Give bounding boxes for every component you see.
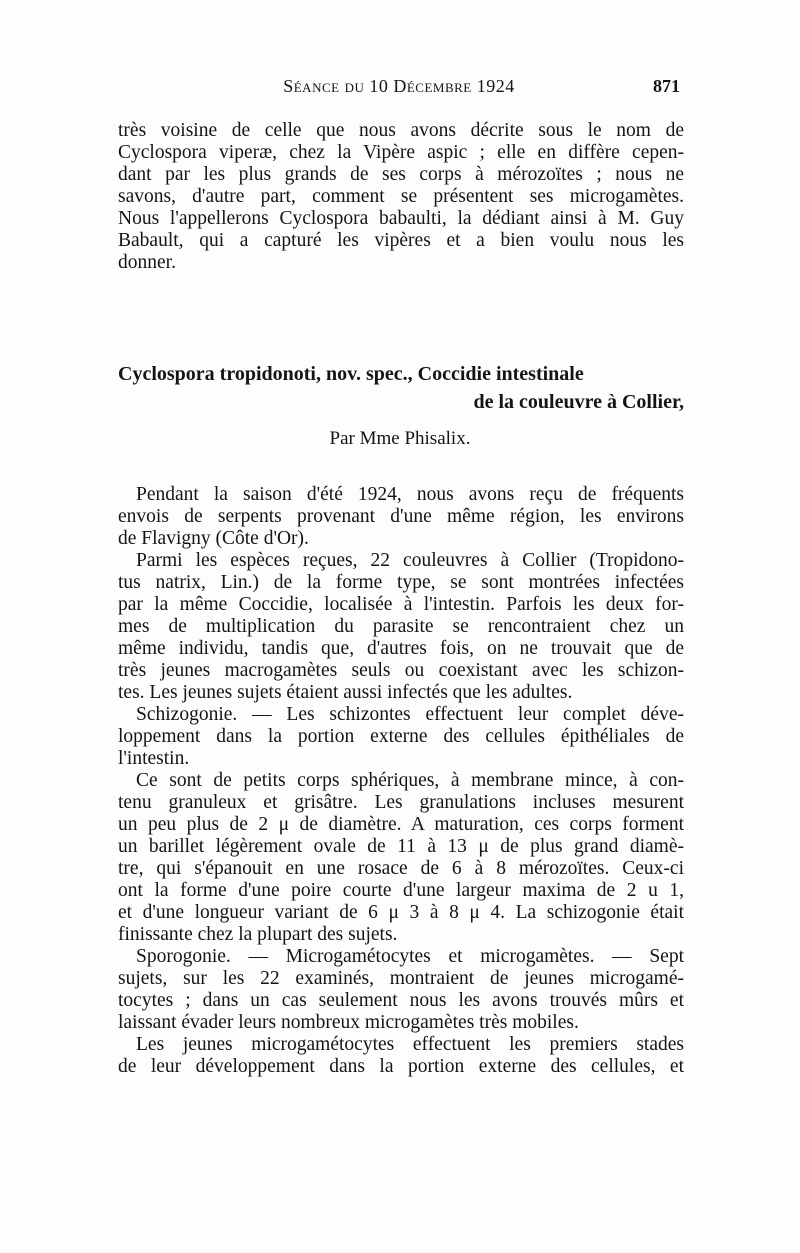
text-line: de leur développement dans la portion externe des cellules, et xyxy=(118,1056,684,1077)
text-line: Babault, qui a capturé les vipères et a bien voulu nous les xyxy=(118,230,684,251)
text-line: Pendant la saison d'été 1924, nous avons reçu de fréquents xyxy=(136,484,684,505)
text-line: tes. Les jeunes sujets étaient aussi infectés que les adultes. xyxy=(118,682,573,703)
article-author: Par Mme Phisalix. xyxy=(329,428,471,449)
text-line: mes de multiplication du parasite se rencontraient chez un xyxy=(118,616,684,637)
text-line: Parmi les espèces reçues, 22 couleuvres à Collier (Tropidono- xyxy=(136,550,684,571)
text-line: tre, qui s'épanouit en une rosace de 6 à 8 mérozoïtes. Ceux-ci xyxy=(118,858,684,879)
paragraph-sporogonie xyxy=(118,946,684,1034)
running-head xyxy=(118,76,680,102)
text-line: très jeunes macrogamètes seuls ou coexistant avec les schizon- xyxy=(118,660,684,681)
text-line: loppement dans la portion externe des cellules épithéliales de xyxy=(118,726,684,747)
text-line: de Flavigny (Côte d'Or). xyxy=(118,528,309,549)
text-line: tenu granuleux et grisâtre. Les granulations incluses mesurent xyxy=(118,792,684,813)
previous-article-ending xyxy=(118,120,684,274)
paragraph-corps xyxy=(118,770,684,946)
text-line: Sporogonie. — Microgamétocytes et microgamètes. — Sept xyxy=(136,946,684,967)
paragraph-schizogonie xyxy=(118,704,684,770)
text-line: par la même Coccidie, localisée à l'intestin. Parfois les deux for- xyxy=(118,594,684,615)
page-number: 871 xyxy=(653,76,680,96)
text-line: Schizogonie. — Les schizontes effectuent leur complet déve- xyxy=(136,704,684,725)
text-line: Nous l'appellerons Cyclospora babaulti, la dédiant ainsi à M. Guy xyxy=(118,208,684,229)
text-line: envois de serpents provenant d'une même région, les environs xyxy=(118,506,684,527)
text-line: ont la forme d'une poire courte d'une largeur maxima de 2 u 1, xyxy=(118,880,684,901)
text-line: même individu, tandis que, d'autres fois, on ne trouvait que de xyxy=(118,638,684,659)
text-line: sujets, sur les 22 examinés, montraient de jeunes microgamé- xyxy=(118,968,684,989)
text-line: l'intestin. xyxy=(118,748,190,769)
text-line: et d'une longueur variant de 6 μ 3 à 8 μ 4. La schizogonie était xyxy=(118,902,684,923)
text-line: finissante chez la plupart des sujets. xyxy=(118,924,398,945)
paragraph-final xyxy=(118,1034,684,1078)
text-line: un barillet légèrement ovale de 11 à 13 μ de plus grand diamè- xyxy=(118,836,684,857)
article-title-line-2: de la couleuvre à Collier, xyxy=(473,391,684,413)
article-title-line-1: Cyclospora tropidonoti, nov. spec., Coccidie intestinale xyxy=(118,363,584,385)
text-line: un peu plus de 2 μ de diamètre. A maturation, ces corps forment xyxy=(118,814,684,835)
text-line: laissant évader leurs nombreux microgamètes très mobiles. xyxy=(118,1012,579,1033)
text-line: très voisine de celle que nous avons décrite sous le nom de xyxy=(118,120,684,141)
article-title xyxy=(118,360,684,416)
text-line: Les jeunes microgamétocytes effectuent les premiers stades xyxy=(136,1034,684,1055)
text-line: Ce sont de petits corps sphériques, à membrane mince, à con- xyxy=(136,770,684,791)
text-line: Cyclospora viperæ, chez la Vipère aspic ; elle en diffère cepen- xyxy=(118,142,684,163)
paragraph-intro xyxy=(118,484,684,550)
text-line: donner. xyxy=(118,252,176,273)
text-line: dant par les plus grands de ses corps à mérozoïtes ; nous ne xyxy=(118,164,684,185)
text-line: tocytes ; dans un cas seulement nous les avons trouvés mûrs et xyxy=(118,990,684,1011)
paragraph-especes xyxy=(118,550,684,704)
running-head-title: Séance du 10 Décembre 1924 xyxy=(283,76,515,96)
text-line: savons, d'autre part, comment se présentent ses microgamètes. xyxy=(118,186,684,207)
text-line: tus natrix, Lin.) de la forme type, se sont montrées infectées xyxy=(118,572,684,593)
